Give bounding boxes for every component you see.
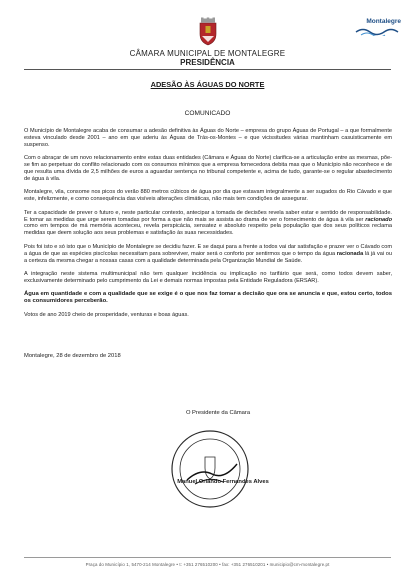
brand-logo <box>341 16 401 38</box>
header-divider <box>24 69 391 70</box>
municipal-crest-icon <box>194 17 222 47</box>
footer-divider <box>24 557 391 558</box>
paragraph-4 <box>24 210 392 238</box>
document-title-text: ADESÃO ÀS ÁGUAS DO NORTE <box>150 80 265 89</box>
paragraph-5 <box>24 244 392 265</box>
department-name: PRESIDÊNCIA <box>180 58 235 67</box>
document-type: COMUNICADO <box>184 110 231 117</box>
paragraph-5-part-1: Pois foi isto e só isto que o Município de Montalegre se decidiu fazer. E se daqui para a frente a todos vai dar satisfação e prazer ver o Cávado com a água de que as espécies piscícolas necessitam para sobreviver, maior será o conforto por sentirmos que o tempo da água <box>24 243 392 257</box>
brand-name: Montalegre <box>366 18 401 25</box>
paragraph-4-emphasis: racionado <box>365 216 392 223</box>
document-title <box>0 80 415 89</box>
paragraph-3: Montalegre, vila, consome nos picos do verão 880 metros cúbicos de água por dia que estavam integralmente a ser sugados do Rio Cávado e que este, infelizmente, e como consequência das visíveis alterações climáticas, não mais tem condições de assegurar. <box>24 189 392 203</box>
signature-name: Manuel Orlando Fernandes Alves <box>177 479 269 485</box>
paragraph-5-part-2: lá já vai ou a certeza da mesma chegar a nossas casas com a qualidade determinada pela Organização Mundial de Saúde. <box>24 250 393 264</box>
footer-contact: Praça do Município 1, 5470-214 Montalegre • t: +351 276510200 • fax: +351 276510201 • municipio@cm-montalegre.pt <box>85 562 330 567</box>
paragraph-2: Com o abraçar de um novo relacionamento entre estas duas entidades (Câmara e Águas do Norte) clarifica-se a articulação entre as mesmas, põe-se fim ao perpetuar do conflito relacionado com os consumos mínimos que a empresa fornecedora debita mas que o Município não reconhece e de que resulta uma dívida de 2,5 milhões de euros a aguardar sentença no tribunal competente e, acima de tudo, garante-se o regular abastecimento de água à vila. <box>24 155 392 182</box>
official-stamp-icon <box>165 424 255 514</box>
paragraph-7: Água em quantidade e com a qualidade que se exige é o que nos faz tomar a decisão que ora se anuncia e que, estou certo, todos os consumidores perceberão. <box>24 291 392 305</box>
paragraph-8: Votos de ano 2019 cheio de prosperidade, venturas e boas águas. <box>24 312 189 318</box>
document-date: Montalegre, 28 de dezembro de 2018 <box>24 353 121 359</box>
document-body <box>24 128 392 325</box>
institution-name: CÂMARA MUNICIPAL DE MONTALEGRE <box>129 49 286 58</box>
paragraph-5-emphasis: racionada <box>336 250 364 257</box>
signature-role: O Presidente da Câmara <box>185 410 251 416</box>
paragraph-4-part-2: como em tempos de má memória aconteceu, revela perspicácia, sensatez e absoluto respeito pela população que dos seus políticos reclama medidas que deem solução aos seus problemas e satisfação às suas necessidades. <box>24 223 392 237</box>
paragraph-6: A integração neste sistema multimunicipal não tem qualquer incidência ou implicação no tarifário que será, como todos devem saber, exclusivamente determinado pelo cumprimento da Lei e demais normas impostas pela Entidade Reguladora (ERSAR). <box>24 271 392 284</box>
paragraph-4-part-1: Ter a capacidade de prever o futuro e, neste particular contexto, antecipar a tomada de decisões revela saber estar e sentido de responsabilidade. E tomar as medidas que urge serem tomadas por forma a que não mais se assista ao drama de ver o fornecimento de água à vila ser <box>24 209 392 223</box>
paragraph-1: O Município de Montalegre acaba de consumar a adesão definitiva às Águas do Norte – empresa do grupo Águas de Portugal – a que formalmente esteva vinculado desde 2001 – ano em que aderiu às Águas de Trás-os-Montes – e que vicissitudes várias mantinham casuisticamente em suspenso. <box>24 128 392 148</box>
wave-icon <box>355 27 399 36</box>
